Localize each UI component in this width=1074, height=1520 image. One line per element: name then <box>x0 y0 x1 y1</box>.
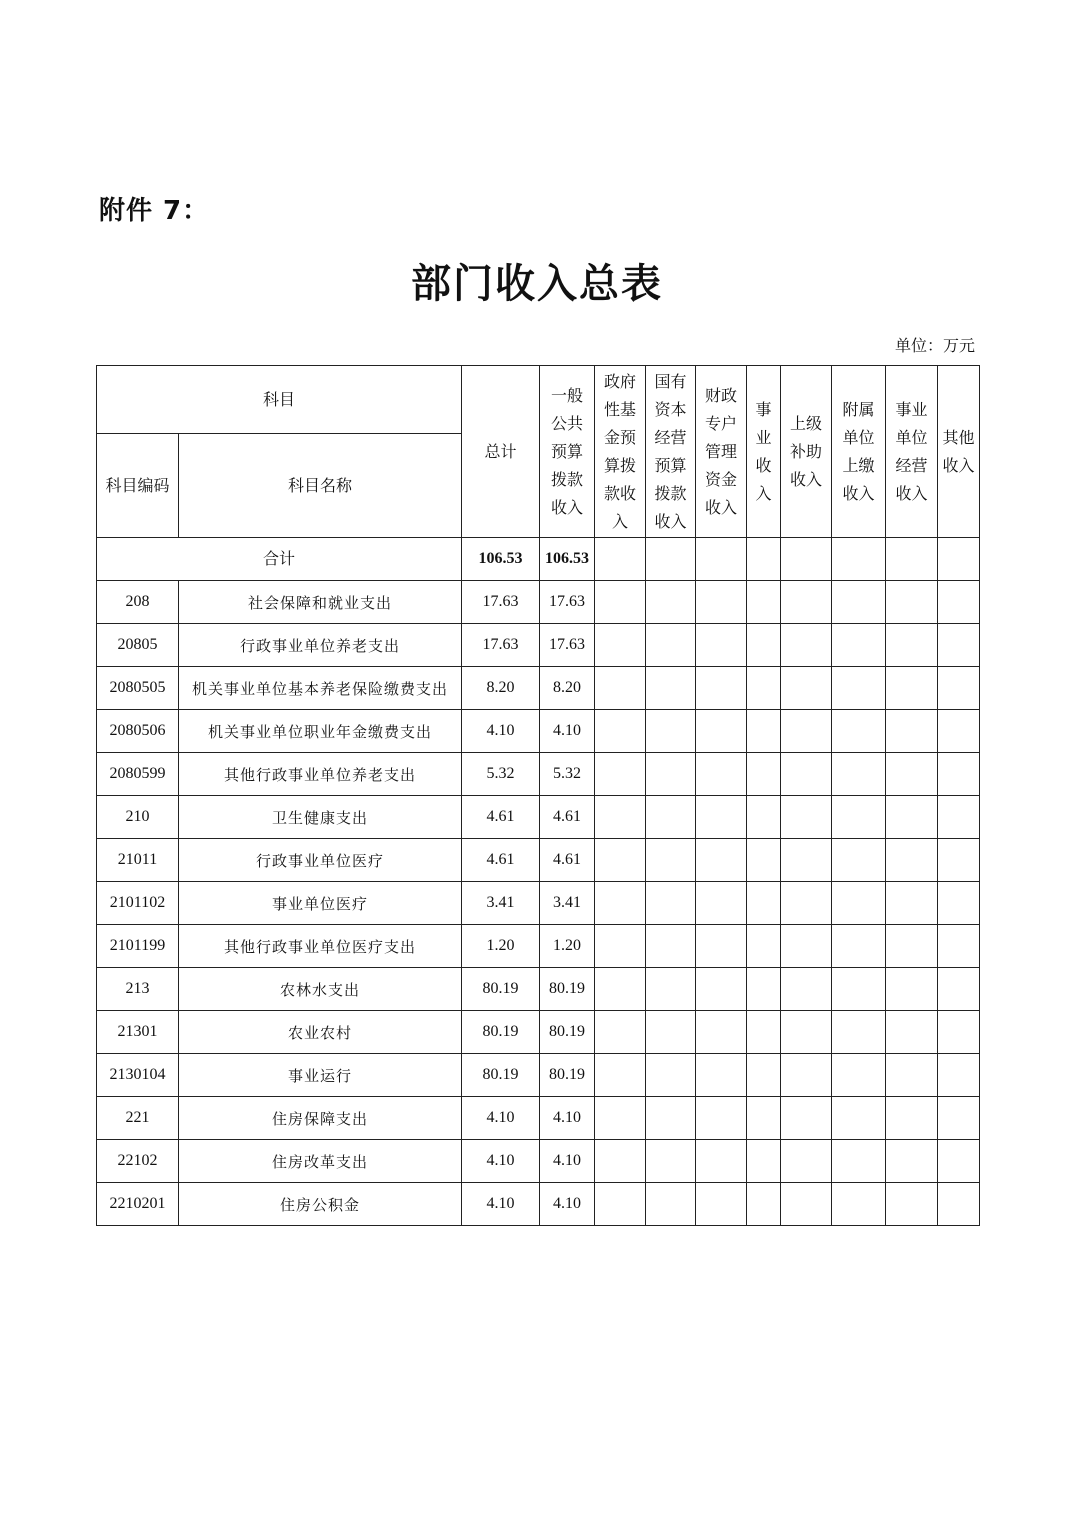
empty-cell <box>747 710 781 753</box>
empty-cell <box>595 667 646 710</box>
empty-cell <box>938 968 980 1011</box>
empty-cell <box>781 1011 832 1054</box>
empty-cell <box>938 624 980 667</box>
empty-cell <box>595 1097 646 1140</box>
row-name: 住房保障支出 <box>179 1097 462 1140</box>
empty-cell <box>595 581 646 624</box>
row-general-budget: 1.20 <box>540 925 595 968</box>
row-general-budget: 4.10 <box>540 1183 595 1226</box>
empty-cell <box>938 839 980 882</box>
sum-row <box>97 538 980 581</box>
empty-cell <box>747 796 781 839</box>
empty-cell <box>832 667 886 710</box>
empty-cell <box>696 796 747 839</box>
row-code: 2080505 <box>97 667 179 710</box>
empty-cell <box>886 968 938 1011</box>
header-general-budget: 一般公共预算拨款收入 <box>540 366 595 538</box>
empty-cell <box>938 1011 980 1054</box>
empty-cell <box>646 968 696 1011</box>
row-name: 事业单位医疗 <box>179 882 462 925</box>
empty-cell <box>595 1140 646 1183</box>
empty-cell <box>938 667 980 710</box>
table-row <box>97 839 980 882</box>
row-name: 其他行政事业单位养老支出 <box>179 753 462 796</box>
empty-cell <box>781 839 832 882</box>
empty-cell <box>646 1140 696 1183</box>
empty-cell <box>832 753 886 796</box>
empty-cell <box>832 839 886 882</box>
row-total: 17.63 <box>462 581 540 624</box>
empty-cell <box>595 925 646 968</box>
empty-cell <box>646 624 696 667</box>
header-subject: 科目 <box>97 366 462 434</box>
header-row-1 <box>97 366 980 434</box>
row-general-budget: 4.10 <box>540 1097 595 1140</box>
empty-cell <box>781 925 832 968</box>
row-name: 农林水支出 <box>179 968 462 1011</box>
empty-cell <box>886 1097 938 1140</box>
empty-cell <box>938 925 980 968</box>
empty-cell <box>595 753 646 796</box>
row-code: 210 <box>97 796 179 839</box>
empty-cell <box>747 538 781 581</box>
empty-cell <box>646 667 696 710</box>
row-general-budget: 80.19 <box>540 968 595 1011</box>
row-total: 17.63 <box>462 624 540 667</box>
table-row <box>97 667 980 710</box>
empty-cell <box>646 581 696 624</box>
empty-cell <box>938 1097 980 1140</box>
empty-cell <box>747 1054 781 1097</box>
row-total: 3.41 <box>462 882 540 925</box>
sum-label: 合计 <box>97 538 462 581</box>
empty-cell <box>781 968 832 1011</box>
empty-cell <box>747 882 781 925</box>
header-business-income: 事业收入 <box>747 366 781 538</box>
row-name: 机关事业单位基本养老保险缴费支出 <box>179 667 462 710</box>
empty-cell <box>938 1054 980 1097</box>
empty-cell <box>781 1097 832 1140</box>
row-total: 4.61 <box>462 796 540 839</box>
row-general-budget: 80.19 <box>540 1011 595 1054</box>
attachment-label: 附件 7： <box>99 196 210 226</box>
empty-cell <box>595 882 646 925</box>
header-gov-fund: 政府性基金预算拨款收入 <box>595 366 646 538</box>
empty-cell <box>938 538 980 581</box>
empty-cell <box>646 538 696 581</box>
empty-cell <box>781 753 832 796</box>
empty-cell <box>646 1097 696 1140</box>
row-total: 80.19 <box>462 1011 540 1054</box>
empty-cell <box>747 968 781 1011</box>
table-row <box>97 796 980 839</box>
row-total: 4.10 <box>462 1183 540 1226</box>
empty-cell <box>886 1011 938 1054</box>
table-row <box>97 581 980 624</box>
empty-cell <box>696 1140 747 1183</box>
row-code: 2101199 <box>97 925 179 968</box>
table-row <box>97 710 980 753</box>
empty-cell <box>747 1140 781 1183</box>
empty-cell <box>832 1054 886 1097</box>
table-row <box>97 1183 980 1226</box>
empty-cell <box>886 1054 938 1097</box>
empty-cell <box>886 538 938 581</box>
header-fiscal-account: 财政专户管理资金收入 <box>696 366 747 538</box>
empty-cell <box>595 624 646 667</box>
row-general-budget: 17.63 <box>540 581 595 624</box>
empty-cell <box>886 925 938 968</box>
empty-cell <box>595 710 646 753</box>
empty-cell <box>886 882 938 925</box>
header-subject-name: 科目名称 <box>179 434 462 538</box>
header-affiliated-unit: 附属单位上缴收入 <box>832 366 886 538</box>
table-row <box>97 1097 980 1140</box>
empty-cell <box>781 1183 832 1226</box>
empty-cell <box>886 1183 938 1226</box>
empty-cell <box>781 796 832 839</box>
empty-cell <box>747 1097 781 1140</box>
row-total: 4.10 <box>462 710 540 753</box>
row-general-budget: 4.10 <box>540 710 595 753</box>
row-general-budget: 5.32 <box>540 753 595 796</box>
empty-cell <box>747 581 781 624</box>
empty-cell <box>696 1183 747 1226</box>
empty-cell <box>886 839 938 882</box>
empty-cell <box>886 796 938 839</box>
empty-cell <box>696 968 747 1011</box>
row-code: 2080506 <box>97 710 179 753</box>
empty-cell <box>696 538 747 581</box>
row-code: 2101102 <box>97 882 179 925</box>
empty-cell <box>747 839 781 882</box>
table-row <box>97 624 980 667</box>
empty-cell <box>595 839 646 882</box>
empty-cell <box>747 753 781 796</box>
empty-cell <box>696 624 747 667</box>
row-general-budget: 4.10 <box>540 1140 595 1183</box>
header-superior-subsidy: 上级补助收入 <box>781 366 832 538</box>
empty-cell <box>832 581 886 624</box>
empty-cell <box>781 624 832 667</box>
empty-cell <box>747 667 781 710</box>
table-row <box>97 1011 980 1054</box>
row-code: 221 <box>97 1097 179 1140</box>
empty-cell <box>646 796 696 839</box>
empty-cell <box>646 882 696 925</box>
empty-cell <box>938 581 980 624</box>
row-general-budget: 4.61 <box>540 796 595 839</box>
empty-cell <box>938 1140 980 1183</box>
page-title: 部门收入总表 <box>411 260 663 307</box>
row-total: 5.32 <box>462 753 540 796</box>
table-row <box>97 1140 980 1183</box>
empty-cell <box>781 710 832 753</box>
empty-cell <box>595 796 646 839</box>
row-name: 其他行政事业单位医疗支出 <box>179 925 462 968</box>
empty-cell <box>595 1054 646 1097</box>
row-total: 4.10 <box>462 1140 540 1183</box>
empty-cell <box>938 882 980 925</box>
row-general-budget: 8.20 <box>540 667 595 710</box>
table-row <box>97 968 980 1011</box>
empty-cell <box>646 1011 696 1054</box>
table-row <box>97 753 980 796</box>
empty-cell <box>747 1183 781 1226</box>
row-code: 208 <box>97 581 179 624</box>
row-code: 2080599 <box>97 753 179 796</box>
row-total: 4.10 <box>462 1097 540 1140</box>
empty-cell <box>781 1140 832 1183</box>
row-name: 事业运行 <box>179 1054 462 1097</box>
empty-cell <box>832 925 886 968</box>
row-general-budget: 4.61 <box>540 839 595 882</box>
empty-cell <box>886 1140 938 1183</box>
row-code: 213 <box>97 968 179 1011</box>
empty-cell <box>696 1011 747 1054</box>
empty-cell <box>832 1140 886 1183</box>
row-total: 8.20 <box>462 667 540 710</box>
row-name: 农业农村 <box>179 1011 462 1054</box>
empty-cell <box>832 1097 886 1140</box>
income-table <box>96 365 980 1226</box>
empty-cell <box>886 710 938 753</box>
empty-cell <box>832 796 886 839</box>
unit-label: 单位：万元 <box>894 336 975 355</box>
header-state-capital: 国有资本经营预算拨款收入 <box>646 366 696 538</box>
empty-cell <box>646 753 696 796</box>
row-name: 行政事业单位养老支出 <box>179 624 462 667</box>
empty-cell <box>938 1183 980 1226</box>
sum-total: 106.53 <box>462 538 540 581</box>
empty-cell <box>696 710 747 753</box>
row-name: 住房公积金 <box>179 1183 462 1226</box>
empty-cell <box>595 968 646 1011</box>
empty-cell <box>595 1011 646 1054</box>
empty-cell <box>696 925 747 968</box>
row-name: 卫生健康支出 <box>179 796 462 839</box>
empty-cell <box>696 839 747 882</box>
empty-cell <box>886 753 938 796</box>
row-code: 20805 <box>97 624 179 667</box>
empty-cell <box>938 753 980 796</box>
row-name: 住房改革支出 <box>179 1140 462 1183</box>
row-code: 2210201 <box>97 1183 179 1226</box>
empty-cell <box>696 667 747 710</box>
empty-cell <box>781 581 832 624</box>
row-total: 4.61 <box>462 839 540 882</box>
empty-cell <box>696 753 747 796</box>
empty-cell <box>646 1054 696 1097</box>
row-code: 21011 <box>97 839 179 882</box>
header-business-operation: 事业单位经营收入 <box>886 366 938 538</box>
empty-cell <box>696 581 747 624</box>
header-other-income: 其他收入 <box>938 366 980 538</box>
table-row <box>97 925 980 968</box>
sum-general-budget: 106.53 <box>540 538 595 581</box>
row-name: 机关事业单位职业年金缴费支出 <box>179 710 462 753</box>
empty-cell <box>938 796 980 839</box>
empty-cell <box>747 624 781 667</box>
empty-cell <box>747 925 781 968</box>
header-total: 总计 <box>462 366 540 538</box>
row-name: 行政事业单位医疗 <box>179 839 462 882</box>
row-general-budget: 3.41 <box>540 882 595 925</box>
row-general-budget: 80.19 <box>540 1054 595 1097</box>
row-total: 1.20 <box>462 925 540 968</box>
empty-cell <box>886 581 938 624</box>
table-row <box>97 1054 980 1097</box>
empty-cell <box>886 624 938 667</box>
empty-cell <box>781 667 832 710</box>
row-code: 22102 <box>97 1140 179 1183</box>
empty-cell <box>646 925 696 968</box>
empty-cell <box>832 1183 886 1226</box>
empty-cell <box>595 1183 646 1226</box>
empty-cell <box>646 1183 696 1226</box>
empty-cell <box>832 710 886 753</box>
empty-cell <box>781 538 832 581</box>
empty-cell <box>696 1097 747 1140</box>
empty-cell <box>781 1054 832 1097</box>
empty-cell <box>646 710 696 753</box>
row-code: 2130104 <box>97 1054 179 1097</box>
empty-cell <box>886 667 938 710</box>
empty-cell <box>832 1011 886 1054</box>
empty-cell <box>747 1011 781 1054</box>
empty-cell <box>938 710 980 753</box>
row-total: 80.19 <box>462 968 540 1011</box>
row-general-budget: 17.63 <box>540 624 595 667</box>
empty-cell <box>696 882 747 925</box>
row-code: 21301 <box>97 1011 179 1054</box>
empty-cell <box>646 839 696 882</box>
table-row <box>97 882 980 925</box>
empty-cell <box>696 1054 747 1097</box>
empty-cell <box>832 968 886 1011</box>
row-total: 80.19 <box>462 1054 540 1097</box>
empty-cell <box>832 538 886 581</box>
empty-cell <box>781 882 832 925</box>
row-name: 社会保障和就业支出 <box>179 581 462 624</box>
header-subject-code: 科目编码 <box>97 434 179 538</box>
empty-cell <box>832 882 886 925</box>
empty-cell <box>595 538 646 581</box>
empty-cell <box>832 624 886 667</box>
